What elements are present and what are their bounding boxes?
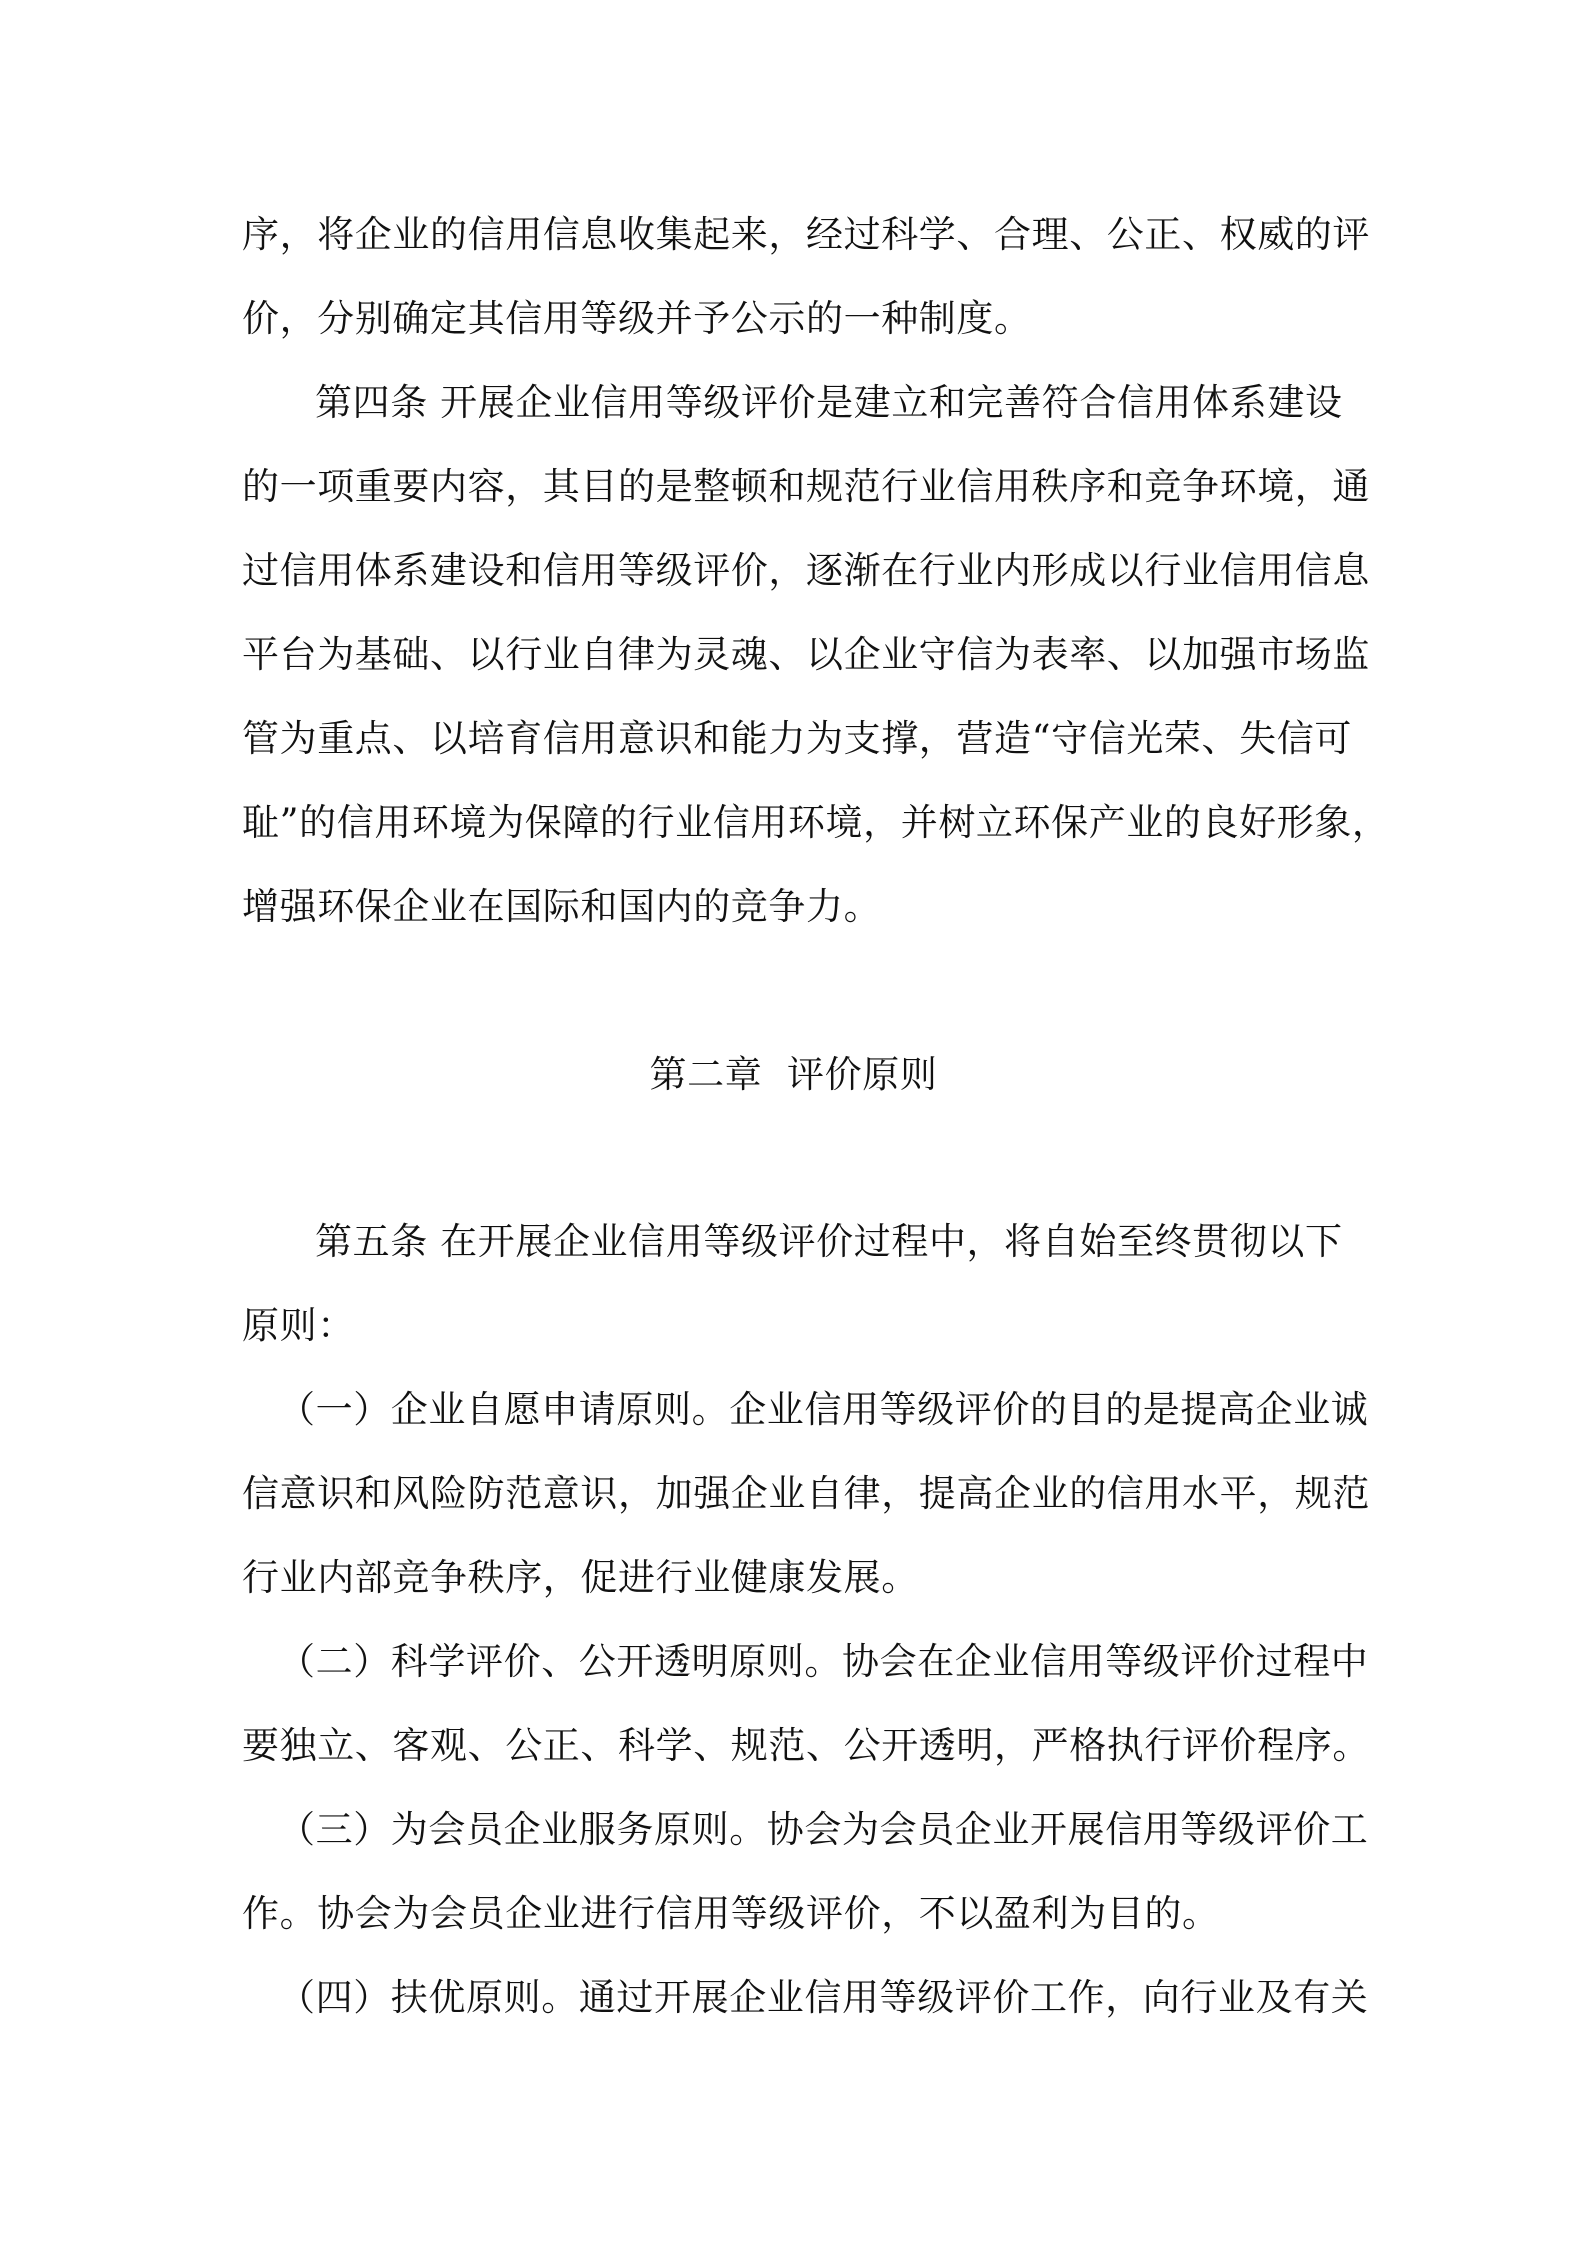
article-4-line-2: 的一项重要内容，其目的是整顿和规范行业信用秩序和竞争环境，通: [242, 465, 1370, 508]
article-4-line-6: 耻”的信用环境为保障的行业信用环境，并树立环保产业的良好形象，: [242, 801, 1390, 844]
principle-3-line-2: 作。协会为会员企业进行信用等级评价，不以盈利为目的。: [242, 1892, 1220, 1935]
article-4-line-5: 管为重点、以培育信用意识和能力为支撑，营造“守信光荣、失信可: [242, 717, 1352, 760]
principle-1-line-2: 信意识和风险防范意识，加强企业自律，提高企业的信用水平，规范: [242, 1472, 1370, 1515]
principle-4-line-1: （四）扶优原则。通过开展企业信用等级评价工作，向行业及有关: [278, 1976, 1369, 2019]
article-4-line-3: 过信用体系建设和信用等级评价，逐渐在行业内形成以行业信用信息: [242, 549, 1370, 592]
principle-1-line-1: （一）企业自愿申请原则。企业信用等级评价的目的是提高企业诚: [278, 1388, 1369, 1431]
article-5-line-1: 第五条 在开展企业信用等级评价过程中，将自始至终贯彻以下: [315, 1220, 1343, 1263]
principle-2-line-1: （二）科学评价、公开透明原则。协会在企业信用等级评价过程中: [278, 1640, 1369, 1683]
chapter-heading: 第二章 评价原则: [649, 1053, 938, 1096]
article-4-line-4: 平台为基础、以行业自律为灵魂、以企业守信为表率、以加强市场监: [242, 633, 1370, 676]
principle-1-line-3: 行业内部竞争秩序，促进行业健康发展。: [242, 1556, 919, 1599]
article-4-line-1: 第四条 开展企业信用等级评价是建立和完善符合信用体系建设: [315, 381, 1343, 424]
article-4-line-7: 增强环保企业在国际和国内的竞争力。: [242, 885, 882, 928]
principle-3-line-1: （三）为会员企业服务原则。协会为会员企业开展信用等级评价工: [278, 1808, 1369, 1851]
text-line-2: 价，分别确定其信用等级并予公示的一种制度。: [242, 297, 1032, 340]
principle-2-line-2: 要独立、客观、公正、科学、规范、公开透明，严格执行评价程序。: [242, 1724, 1370, 1767]
article-5-line-2: 原则：: [242, 1304, 355, 1347]
text-line-1: 序，将企业的信用信息收集起来，经过科学、合理、公正、权威的评: [242, 213, 1370, 256]
